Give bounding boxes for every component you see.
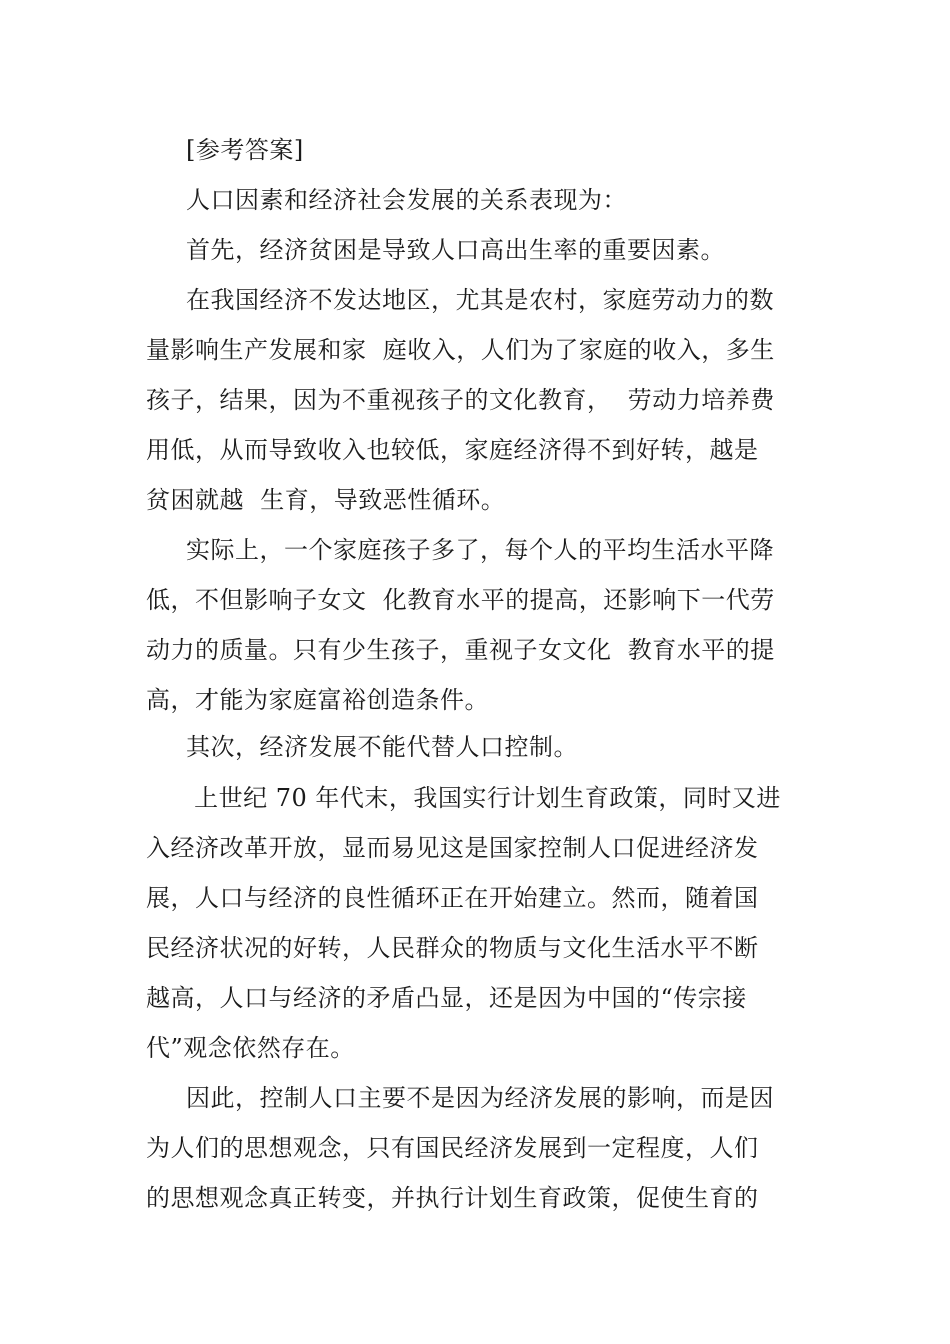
text-line: 越高，人口与经济的矛盾凸显，还是因为中国的“传宗接 — [146, 984, 747, 1012]
text-line: 人口因素和经济社会发展的关系表现为： — [186, 186, 627, 214]
text-line: 其次，经济发展不能代替人口控制。 — [186, 733, 578, 761]
text-line: 首先，经济贫困是导致人口高出生率的重要因素。 — [186, 236, 725, 264]
text-line: 的思想观念真正转变，并执行计划生育政策，促使生育的 — [146, 1184, 759, 1212]
text-line: 民经济状况的好转，人民群众的物质与文化生活水平不断 — [146, 934, 759, 962]
text-line: 因此，控制人口主要不是因为经济发展的影响，而是因 — [186, 1084, 774, 1112]
text-line: 动力的质量。只有少生孩子，重视子女文化 教育水平的提 — [146, 636, 775, 664]
text-line: 代”观念依然存在。 — [146, 1034, 355, 1062]
text-line: 高，才能为家庭富裕创造条件。 — [146, 686, 489, 714]
text-line: 量影响生产发展和家 庭收入，人们为了家庭的收入，多生 — [146, 336, 775, 364]
text-line: 贫困就越 生育，导致恶性循环。 — [146, 486, 506, 514]
text-line: 上世纪 70 年代末，我国实行计划生育政策，同时又进 — [186, 784, 781, 812]
answer-heading: [参考答案] — [186, 136, 304, 164]
text-line: 低，不但影响子女文 化教育水平的提高，还影响下一代劳 — [146, 586, 775, 614]
text-line: 为人们的思想观念，只有国民经济发展到一定程度，人们 — [146, 1134, 759, 1162]
text-line: 入经济改革开放，显而易见这是国家控制人口促进经济发 — [146, 834, 759, 862]
text-line: 在我国经济不发达地区，尤其是农村，家庭劳动力的数 — [186, 286, 774, 314]
text-line: 孩子，结果，因为不重视孩子的文化教育， 劳动力培养费 — [146, 386, 775, 414]
text-line: 实际上，一个家庭孩子多了，每个人的平均生活水平降 — [186, 536, 774, 564]
text-line: 用低，从而导致收入也较低，家庭经济得不到好转，越是 — [146, 436, 759, 464]
text-line: 展，人口与经济的良性循环正在开始建立。然而，随着国 — [146, 884, 759, 912]
